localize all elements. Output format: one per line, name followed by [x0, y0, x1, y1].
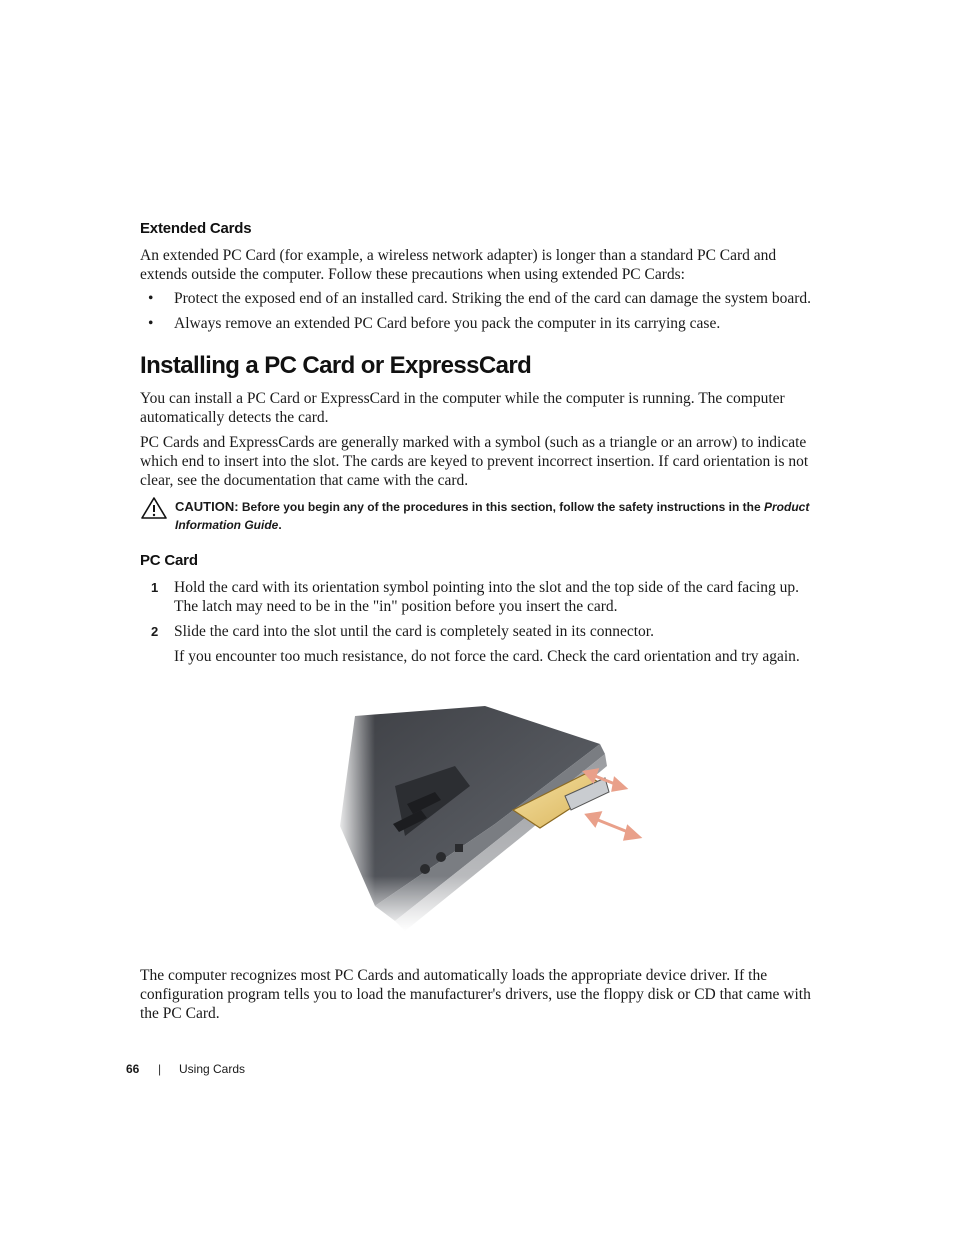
bullet-text: Always remove an extended PC Card before you pack the computer in its carrying case. [174, 315, 721, 332]
page-number: 66 [126, 1062, 140, 1076]
footer-separator: | [158, 1062, 162, 1076]
section-heading-pc-card: PC Card [140, 552, 198, 569]
caution-text-block [175, 498, 825, 534]
installing-paragraph-2: PC Cards and ExpressCards are generally marked with a symbol (such as a triangle or an arrow) to indicate which end to insert into the slot. The cards are keyed to prevent incorrect insertion. If card orientation is not clear, see the documentation that came with the card. [140, 434, 809, 489]
section-heading-extended-cards: Extended Cards [140, 220, 252, 237]
installing-paragraph-1: You can install a PC Card or ExpressCard in the computer while the computer is running. The computer automatically detects the card. [140, 390, 785, 426]
section-heading-installing: Installing a PC Card or ExpressCard [140, 352, 532, 379]
closing-paragraph: The computer recognizes most PC Cards and automatically loads the appropriate device driver. If the configuration program tells you to load the manufacturer's drivers, use the floppy disk or CD that came with the PC Card. [140, 967, 811, 1022]
step-note-text: If you encounter too much resistance, do not force the card. Check the card orientation and try again. [174, 648, 800, 665]
bullet-text: Protect the exposed end of an installed card. Striking the end of the card can damage the system board. [174, 290, 812, 307]
audio-port-1 [420, 864, 430, 874]
caution-notice [140, 494, 820, 534]
step-text: Slide the card into the slot until the card is completely seated in its connector. [174, 623, 654, 640]
bullet-marker: • [148, 290, 154, 307]
caution-end: . [278, 518, 282, 532]
caution-label: CAUTION: [175, 499, 239, 514]
firewire-port [455, 844, 463, 852]
audio-port-2 [436, 852, 446, 862]
footer-section-title: Using Cards [179, 1062, 246, 1076]
step-text: Hold the card with its orientation symbol pointing into the slot and the top side of the card facing up. The latch may need to be in the "in" position before you insert the card. [174, 579, 800, 615]
caution-text: Before you begin any of the procedures in this section, follow the safety instructions in the [241, 500, 761, 514]
extended-intro-paragraph: An extended PC Card (for example, a wireless network adapter) is longer than a standard PC Card and extends outside the computer. Follow these precautions when using extended PC Cards: [140, 247, 777, 283]
bullet-marker: • [148, 315, 154, 332]
step-number: 2 [151, 624, 159, 639]
step-number: 1 [151, 580, 159, 595]
pc-card-insertion-illustration [335, 706, 645, 931]
guide-reference: Product Information Guide [175, 500, 810, 532]
direction-arrows [585, 770, 639, 839]
warning-triangle-icon [140, 496, 168, 520]
